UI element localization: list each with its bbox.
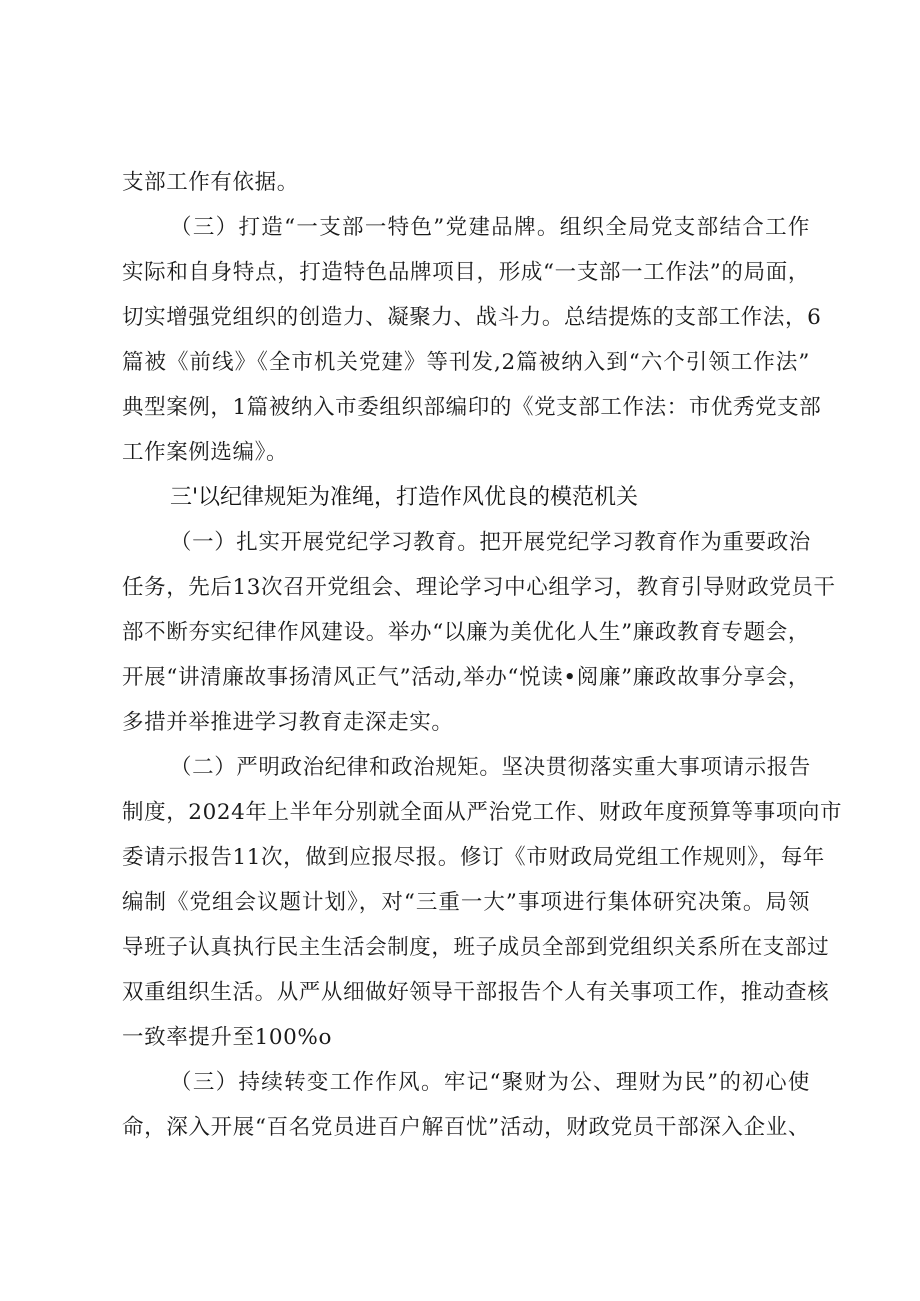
paragraph-line: 支部工作有依据。 — [122, 170, 299, 195]
paragraph-line: （一）扎实开展党纪学习教育。把开展党纪学习教育作为重要政治 — [170, 530, 811, 555]
paragraph-line: 多措并举推进学习教育走深走实。 — [122, 710, 454, 735]
section-heading: 三'以纪律规矩为准绳，打造作风优良的模范机关 — [170, 485, 639, 510]
paragraph-line: 工作案例选编》。 — [122, 440, 289, 465]
paragraph-line: 一致率提升至100%o — [122, 1025, 333, 1050]
paragraph-line: 部不断夯实纪律作风建设。举办“以廉为美优化人生”廉政教育专题会， — [122, 620, 810, 645]
paragraph-line: 命，深入开展“百名党员进百户解百忧”活动，财政党员干部深入企业、 — [122, 1115, 810, 1140]
paragraph-line: 委请示报告11次，做到应报尽报。修订《市财政局党组工作规则》，每年 — [122, 845, 825, 870]
paragraph-line: 任务，先后13次召开党组会、理论学习中心组学习，教育引导财政党员干 — [122, 575, 836, 600]
paragraph-line: 开展“讲清廉故事扬清风正气”活动,举办“悦读•阅廉”廉政故事分享会， — [122, 665, 810, 690]
paragraph-line: 导班子认真执行民主生活会制度，班子成员全部到党组织关系所在支部过 — [122, 935, 830, 960]
paragraph-line: （三）打造“一支部一特色”党建品牌。组织全局党支部结合工作 — [170, 215, 810, 240]
paragraph-line: 制度，2024年上半年分别就全面从严治党工作、财政年度预算等事项向市 — [122, 800, 843, 825]
paragraph-line: 编制《党组会议题计划》，对“三重一大”事项进行集体研究决策。局领 — [122, 890, 810, 915]
paragraph-line: （二）严明政治纪律和政治规矩。坚决贯彻落实重大事项请示报告 — [170, 755, 811, 780]
paragraph-line: 典型案例，1篇被纳入市委组织部编印的《党支部工作法：市优秀党支部 — [122, 395, 822, 420]
paragraph-line: 双重组织生活。从严从细做好领导干部报告个人有关事项工作，推动查核 — [122, 980, 830, 1005]
paragraph-line: 实际和自身特点，打造特色品牌项目，形成“一支部一工作法”的局面， — [122, 260, 810, 285]
paragraph-line: 切实增强党组织的创造力、凝聚力、战斗力。总结提炼的支部工作法，6 — [122, 305, 822, 330]
paragraph-line: 篇被《前线》《全市机关党建》等刊发,2篇被纳入到“六个引领工作法” — [122, 350, 810, 375]
paragraph-line: （三）持续转变工作作风。牢记“聚财为公、理财为民”的初心使 — [170, 1070, 810, 1095]
